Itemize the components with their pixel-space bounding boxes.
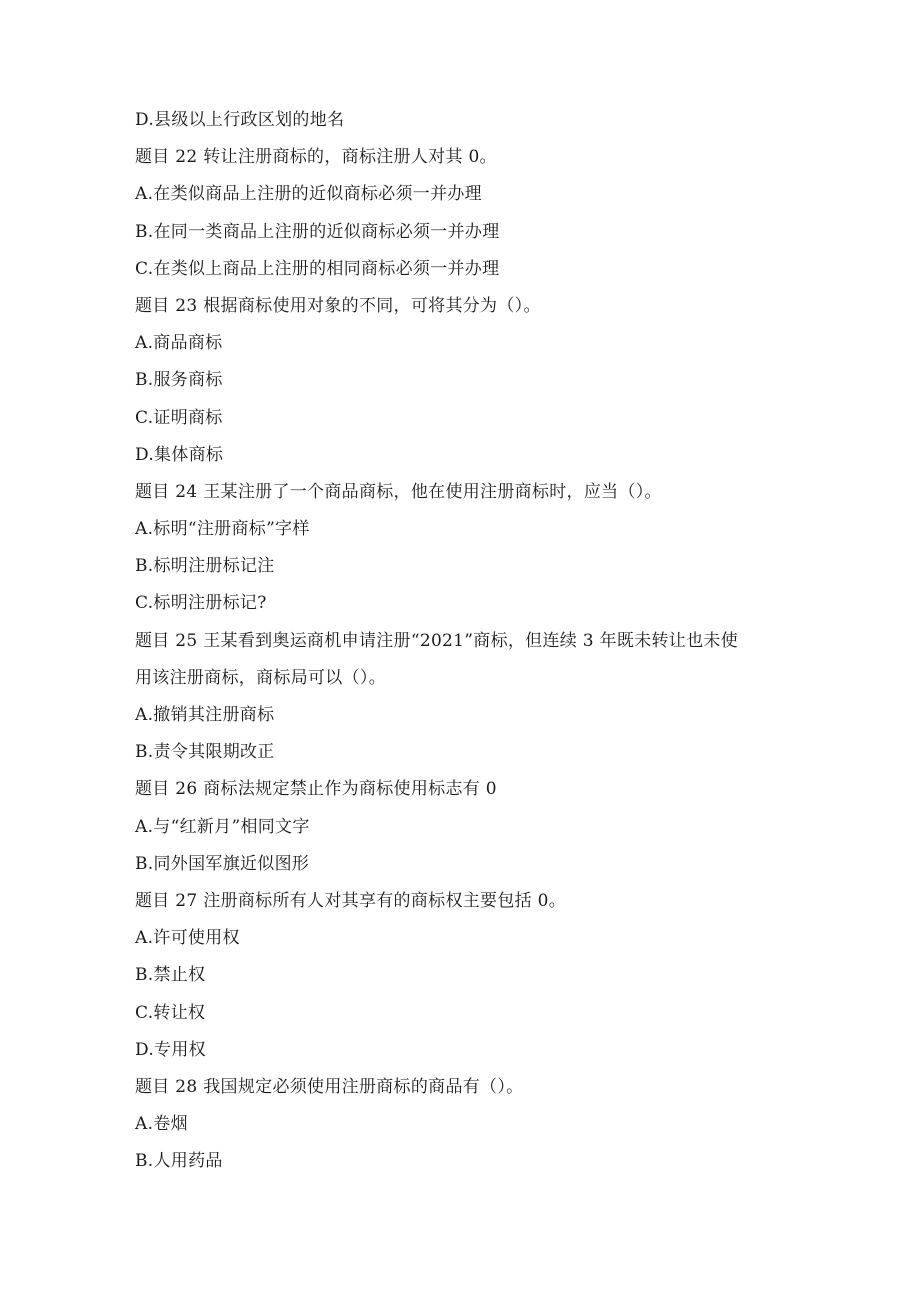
question-line: 题目 22 转让注册商标的，商标注册人对其 0。: [135, 147, 497, 168]
question-line: 题目 24 王某注册了一个商品商标，他在使用注册商标时，应当（）。: [135, 481, 662, 502]
option-line: B.在同一类商品上注册的近似商标必须一并办理: [135, 221, 500, 242]
option-line: B.责令其限期改正: [135, 742, 275, 763]
question-line: 题目 28 我国规定必须使用注册商标的商品有（）。: [135, 1076, 524, 1097]
option-line: A.在类似商品上注册的近似商标必须一并办理: [135, 184, 482, 205]
option-line: C.证明商标: [135, 407, 223, 428]
option-line: A.撤销其注册商标: [135, 705, 275, 725]
option-line: A.卷烟: [135, 1114, 188, 1135]
question-line-continued: 用该注册商标，商标局可以（）。: [135, 667, 386, 688]
option-line: C.在类似上商品上注册的相同商标必须一并办理: [135, 258, 500, 279]
option-line: A.商品商标: [135, 333, 223, 354]
question-line: 题目 26 商标法规定禁止作为商标使用标志有 0: [135, 779, 497, 800]
option-line: B.同外国军旗近似图形: [135, 853, 310, 874]
document-body: [135, 102, 795, 1180]
text-line: D.县级以上行政区划的地名: [135, 110, 345, 130]
question-line: 题目 25 王某看到奥运商机申请注册“2021”商标，但连续 3 年既未转让也未使: [135, 630, 739, 651]
option-line: A.许可使用权: [135, 928, 240, 949]
option-line: B.服务商标: [135, 370, 223, 391]
option-line: B.人用药品: [135, 1151, 223, 1172]
option-line: C.转让权: [135, 1002, 206, 1023]
option-line: A.与“红新月”相同文字: [135, 816, 310, 837]
option-line: B.标明注册标记注: [135, 556, 275, 577]
option-line: A.标明“注册商标”字样: [135, 519, 310, 540]
question-line: 题目 27 注册商标所有人对其享有的商标权主要包括 0。: [135, 890, 567, 911]
option-line: D.专用权: [135, 1039, 206, 1060]
question-line: 题目 23 根据商标使用对象的不同，可将其分为（）。: [135, 295, 541, 316]
option-line: C.标明注册标记?: [135, 593, 267, 614]
option-line: B.禁止权: [135, 965, 206, 986]
option-line: D.集体商标: [135, 444, 224, 465]
